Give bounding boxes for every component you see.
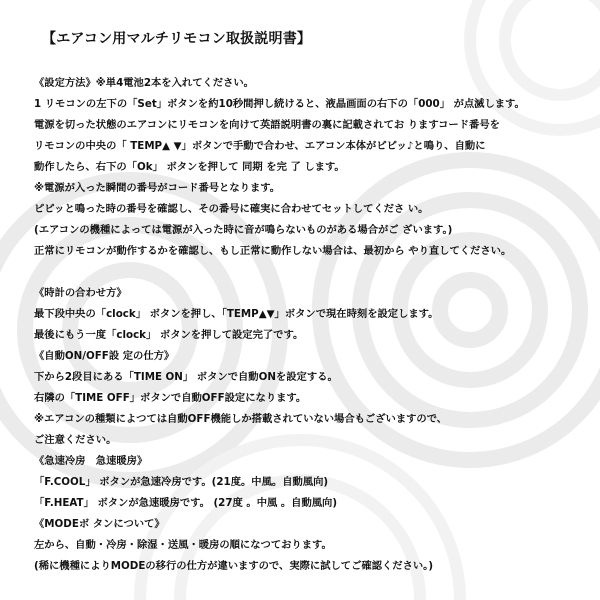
auto-onoff-line: 右隣の「TIME OFF」ボタンで自動OFF設定になります。 [34,392,307,404]
clock-heading: 《時計の合わせ方》 [34,287,127,299]
clock-line: 最後にもう一度「clock」 ボタンを押して設定完了です。 [34,329,304,341]
mode-line: (稀に機種によりMODEの移行の仕方が違いますので、実際に試してご確認ください。) [34,560,434,572]
rapid-line: 「F.COOL」 ボタンが急速冷房です。(21度。中風。自動風向) [34,476,329,488]
setup-line: (エアコンの機種によっては電源が入った時に音が鳴らないものがある場合がご ざいます。) [34,224,453,236]
rapid-heading: 《急速冷房 急速暖房》 [34,455,148,467]
auto-onoff-line: ※エアコンの種類によつては自動OFF機能しか搭載されていない場合もございますので、 [34,413,448,425]
rapid-line: 「F.HEAT」 ボタンが急速暖房です。 (27度 。中風 。自動風向) [34,497,338,509]
auto-onoff-heading: 《自動ON/OFF設 定の仕方》 [34,350,175,362]
setup-line: 電源を切った状態のエアコンにリモコンを向けて英語説明書の裏に記載されてお りますコード番号を [34,119,500,131]
setup-line: 1 リモコンの左下の「Set」ボタンを約10秒間押し続けると、液晶画面の右下の「000」 が点滅します。 [34,98,525,110]
setup-line: リモコンの中央の「 TEMP▲ ▼」ボタンで手動で合わせ、エアコン本体がピピッ♪と鳴り、自動に [34,140,486,152]
auto-onoff-line: ご注意ください。 [34,434,117,446]
clock-line: 最下段中央の「clock」 ボタンを押し、「TEMP▲▼」ボタンで現在時刻を設定します。 [34,308,439,320]
setup-line: ※電源が入った瞬間の番号がコード番号となります。 [34,182,281,194]
setup-line: ピピッと鳴った時の番号を確認し、その番号に確実に合わせてセットしてくださ い。 [34,203,429,215]
mode-heading: 《MODEボ タンについて》 [34,518,165,530]
setup-heading: 《設定方法》※単4電池2本を入れてください。 [34,77,254,89]
setup-line: 動作したら、右下の「Ok」 ボタンを押して 同期 を完 了 します。 [34,161,345,173]
setup-line: 正常にリモコンが動作するかを確認し、もし正常に動作しない場合は、最初から やり直してください。 [34,245,512,257]
auto-onoff-line: 下から2段目にある「TIME ON」 ボタンで自動ONを設定する。 [34,371,338,383]
document-title: 【エアコン用マルチリモコン取扱説明書】 [42,31,312,47]
mode-line: 左から、自動・冷房・除湿・送風・暖房の順になつております。 [34,539,332,551]
